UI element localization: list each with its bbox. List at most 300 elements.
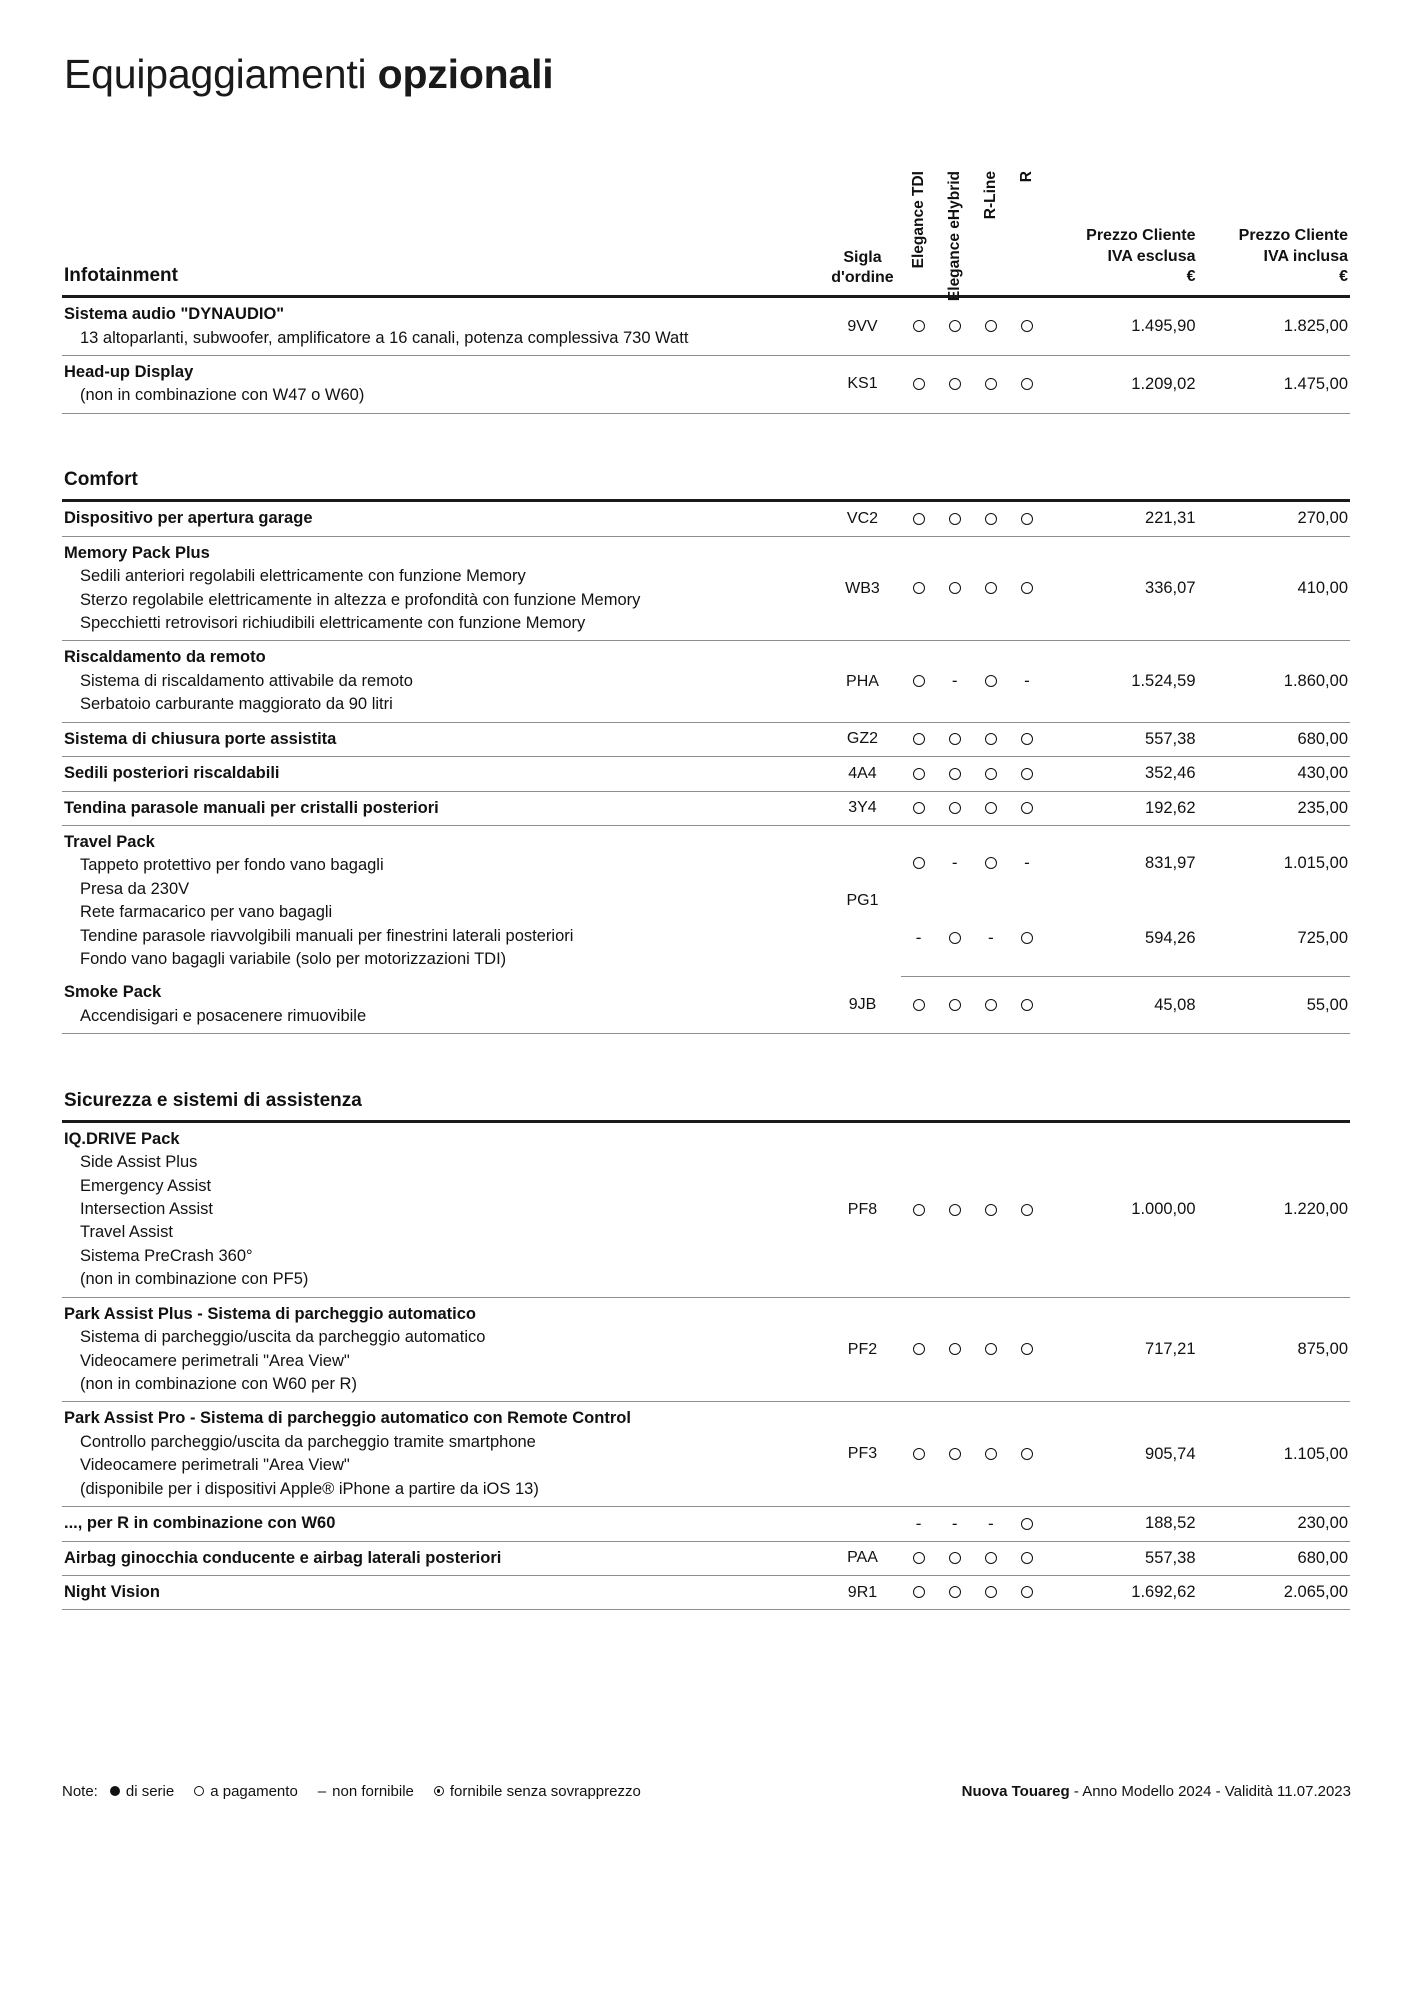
row-detail: Videocamere perimetrali "Area View" xyxy=(80,1351,350,1370)
section-header-row xyxy=(62,439,1350,501)
row-detail: (disponibile per i dispositivi Apple® iPhone a partire da iOS 13) xyxy=(80,1479,539,1498)
table-row xyxy=(62,722,1350,756)
page-title xyxy=(64,52,1351,97)
table-row xyxy=(62,791,1350,825)
header-variant-0 xyxy=(901,171,937,297)
row-title: Riscaldamento da remoto xyxy=(64,648,266,667)
row-price-excl: 717,21 xyxy=(1045,1297,1197,1402)
row-price-excl: 336,07 xyxy=(1045,536,1197,641)
table-row xyxy=(62,641,1350,722)
document-info xyxy=(962,1783,1351,1800)
row-detail: 13 altoparlanti, subwoofer, amplificatore a 16 canali, potenza complessiva 730 Watt xyxy=(80,328,689,347)
mark-cell-3 xyxy=(1009,1402,1045,1507)
row-detail: Sistema PreCrash 360° xyxy=(80,1246,253,1265)
option-available-icon xyxy=(985,768,997,780)
row-title: Park Assist Plus - Sistema di parcheggio automatico xyxy=(64,1304,477,1323)
option-available-icon xyxy=(949,1343,961,1355)
header-variant-3 xyxy=(1009,171,1045,297)
mark-cell-3 xyxy=(1009,641,1045,722)
row-title: Memory Pack Plus xyxy=(64,543,210,562)
mark-cell-2 xyxy=(973,1121,1009,1297)
row-detail: Accendisigari e posacenere rimuovibile xyxy=(80,1006,367,1025)
row-description xyxy=(62,1402,824,1507)
header-variant-rotated-wrap xyxy=(1009,171,1045,289)
legend-item-label: a pagamento xyxy=(210,1782,298,1800)
option-available-icon xyxy=(1021,802,1033,814)
option-available-icon xyxy=(1021,320,1033,332)
section-title: Sicurezza e sistemi di assistenza xyxy=(62,1060,1350,1122)
mark-cell-1 xyxy=(937,901,973,977)
option-available-icon xyxy=(949,1204,961,1216)
mark-cell-2 xyxy=(973,297,1009,356)
option-available-icon xyxy=(1021,1552,1033,1564)
option-available-icon xyxy=(1021,1204,1033,1216)
option-available-icon xyxy=(1021,932,1033,944)
row-title: ..., per R in combinazione con W60 xyxy=(64,1514,336,1533)
legend-item xyxy=(110,1783,174,1800)
option-unavailable-icon: - xyxy=(951,1513,958,1533)
option-available-icon xyxy=(949,932,961,944)
row-title: Sedili posteriori riscaldabili xyxy=(64,764,280,783)
mark-cell-1 xyxy=(937,297,973,356)
option-available-icon xyxy=(985,733,997,745)
row-title: Park Assist Pro - Sistema di parcheggio automatico con Remote Control xyxy=(64,1409,631,1428)
row-price-incl: 1.220,00 xyxy=(1198,1121,1351,1297)
row-detail: Tendine parasole riavvolgibili manuali per finestrini laterali posteriori xyxy=(80,926,574,945)
row-price-excl: 1.524,59 xyxy=(1045,641,1197,722)
row-price-incl-alt: 725,00 xyxy=(1198,901,1351,977)
option-unavailable-icon: - xyxy=(915,1513,922,1533)
header-variant-label: R-Line xyxy=(982,171,1000,220)
row-title: IQ.DRIVE Pack xyxy=(64,1129,180,1148)
model-details: - Anno Modello 2024 - Validità 11.07.2023 xyxy=(1069,1783,1351,1800)
mark-cell-0 xyxy=(901,976,937,1033)
mark-cell-0 xyxy=(901,1507,937,1541)
row-description xyxy=(62,825,824,976)
option-available-icon xyxy=(949,802,961,814)
mark-cell-0 xyxy=(901,1541,937,1575)
row-description xyxy=(62,355,824,413)
option-available-icon xyxy=(985,378,997,390)
row-detail: Tappeto protettivo per fondo vano bagagli xyxy=(80,856,384,875)
row-title: Smoke Pack xyxy=(64,983,162,1002)
mark-cell-0 xyxy=(901,641,937,722)
mark-cell-2 xyxy=(973,757,1009,791)
mark-cell-2 xyxy=(973,1507,1009,1541)
row-detail: Sistema di riscaldamento attivabile da remoto xyxy=(80,671,413,690)
row-detail: Fondo vano bagagli variabile (solo per motorizzazioni TDI) xyxy=(80,950,507,969)
legend-ring-icon xyxy=(434,1786,444,1796)
header-price-incl: Prezzo Cliente IVA inclusa € xyxy=(1198,171,1351,297)
option-available-icon xyxy=(985,513,997,525)
legend-items xyxy=(110,1783,661,1801)
option-available-icon xyxy=(913,802,925,814)
row-price-excl: 352,46 xyxy=(1045,757,1197,791)
row-detail: Intersection Assist xyxy=(80,1200,213,1219)
mark-cell-1 xyxy=(937,757,973,791)
option-unavailable-icon: - xyxy=(915,928,922,948)
row-price-excl: 1.000,00 xyxy=(1045,1121,1197,1297)
mark-cell-1 xyxy=(937,1507,973,1541)
mark-cell-2 xyxy=(973,501,1009,536)
legend-item-label: di serie xyxy=(125,1782,175,1800)
row-title: Dispositivo per apertura garage xyxy=(64,509,313,528)
header-price-excl: Prezzo Cliente IVA esclusa € xyxy=(1045,171,1197,297)
legend-dot-icon xyxy=(110,1786,120,1796)
row-detail: Videocamere perimetrali "Area View" xyxy=(80,1456,350,1475)
mark-cell-2 xyxy=(973,722,1009,756)
legend-item-label: fornibile senza sovrapprezzo xyxy=(449,1782,641,1800)
options-table xyxy=(62,171,1350,1610)
table-row xyxy=(62,355,1350,413)
row-description xyxy=(62,501,824,536)
row-price-incl: 270,00 xyxy=(1198,501,1351,536)
legend-unavailable-icon: – xyxy=(317,1783,327,1800)
table-row xyxy=(62,976,1350,1033)
legend-item xyxy=(194,1783,298,1800)
row-detail: Serbatoio carburante maggiorato da 90 litri xyxy=(80,695,393,714)
mark-cell-2 xyxy=(973,355,1009,413)
option-unavailable-icon: - xyxy=(988,1513,994,1533)
mark-cell-0 xyxy=(901,791,937,825)
option-available-icon xyxy=(985,675,997,687)
row-order-code: 9JB xyxy=(824,976,900,1033)
header-variant-label: Elegance eHybrid xyxy=(946,171,963,302)
option-available-icon xyxy=(1021,582,1033,594)
table-row xyxy=(62,1297,1350,1402)
option-available-icon xyxy=(949,1586,961,1598)
option-available-icon xyxy=(1021,733,1033,745)
legend-label: Note: xyxy=(62,1783,98,1800)
row-order-code: PF2 xyxy=(824,1297,900,1402)
option-available-icon xyxy=(985,1204,997,1216)
header-variant-rotated-wrap xyxy=(973,171,1009,289)
row-title: Travel Pack xyxy=(64,832,155,851)
mark-cell-3 xyxy=(1009,722,1045,756)
table-row xyxy=(62,536,1350,641)
row-price-excl: 831,97 xyxy=(1145,853,1196,872)
options-table-body xyxy=(62,171,1350,1610)
option-available-icon xyxy=(913,378,925,390)
mark-cell-2 xyxy=(973,1402,1009,1507)
row-detail: Travel Assist xyxy=(80,1223,173,1242)
mark-cell-0 xyxy=(901,1121,937,1297)
option-available-icon xyxy=(985,999,997,1011)
mark-cell-1 xyxy=(937,1402,973,1507)
mark-cell-2 xyxy=(973,1541,1009,1575)
mark-cell-0 xyxy=(901,1297,937,1402)
row-order-code: PF8 xyxy=(824,1121,900,1297)
row-price-excl: 557,38 xyxy=(1045,722,1197,756)
option-available-icon xyxy=(985,1552,997,1564)
option-available-icon xyxy=(913,582,925,594)
option-available-icon xyxy=(1021,999,1033,1011)
row-price-incl: 1.015,00 xyxy=(1283,853,1348,872)
option-available-icon xyxy=(913,857,925,869)
row-title: Night Vision xyxy=(64,1582,160,1601)
row-order-code: 9R1 xyxy=(824,1575,900,1609)
row-description xyxy=(62,757,824,791)
row-price-excl: 557,38 xyxy=(1045,1541,1197,1575)
mark-cell-3 xyxy=(1009,825,1045,901)
header-variant-2 xyxy=(973,171,1009,297)
table-row xyxy=(62,1507,1350,1541)
row-detail: Side Assist Plus xyxy=(80,1153,198,1172)
mark-cell-0 xyxy=(901,536,937,641)
row-detail: Controllo parcheggio/uscita da parcheggio tramite smartphone xyxy=(80,1432,536,1451)
header-section-label: Infotainment xyxy=(62,171,824,297)
row-price-incl: 1.105,00 xyxy=(1198,1402,1351,1507)
mark-cell-0 xyxy=(901,501,937,536)
row-price-incl: 1.860,00 xyxy=(1198,641,1351,722)
option-available-icon xyxy=(949,768,961,780)
row-detail: Sterzo regolabile elettricamente in altezza e profondità con funzione Memory xyxy=(80,590,641,609)
row-price-incl: 2.065,00 xyxy=(1198,1575,1351,1609)
option-available-icon xyxy=(1021,768,1033,780)
row-title: Airbag ginocchia conducente e airbag laterali posteriori xyxy=(64,1548,502,1567)
mark-cell-3 xyxy=(1009,355,1045,413)
row-order-code: PHA xyxy=(824,641,900,722)
mark-cell-1 xyxy=(937,722,973,756)
option-available-icon xyxy=(1021,1586,1033,1598)
mark-cell-2 xyxy=(973,791,1009,825)
option-available-icon xyxy=(985,857,997,869)
option-available-icon xyxy=(913,675,925,687)
mark-cell-1 xyxy=(937,791,973,825)
mark-cell-3 xyxy=(1009,901,1045,977)
table-row xyxy=(62,1402,1350,1507)
row-price-incl: 680,00 xyxy=(1198,1541,1351,1575)
mark-cell-3 xyxy=(1009,976,1045,1033)
row-order-code: VC2 xyxy=(824,501,900,536)
row-price-excl: 192,62 xyxy=(1045,791,1197,825)
table-header-row xyxy=(62,171,1350,297)
legend-item-label: non fornibile xyxy=(332,1783,414,1800)
option-available-icon xyxy=(949,1448,961,1460)
row-order-code: 9VV xyxy=(824,297,900,356)
row-price-excl: 188,52 xyxy=(1045,1507,1197,1541)
row-price-incl: 1.825,00 xyxy=(1198,297,1351,356)
row-price-excl: 45,08 xyxy=(1045,976,1197,1033)
section-spacer xyxy=(62,413,1350,439)
mark-cell-2 xyxy=(973,536,1009,641)
mark-cell-3 xyxy=(1009,501,1045,536)
header-variant-1 xyxy=(937,171,973,302)
mark-cell-1 xyxy=(937,1575,973,1609)
mark-cell-0 xyxy=(901,355,937,413)
row-price-incl: 875,00 xyxy=(1198,1297,1351,1402)
row-description xyxy=(62,641,824,722)
option-available-icon xyxy=(949,378,961,390)
table-row xyxy=(62,1575,1350,1609)
row-detail: (non in combinazione con PF5) xyxy=(80,1270,309,1289)
row-detail: Presa da 230V xyxy=(80,879,190,898)
legend-circ-icon xyxy=(194,1786,204,1796)
row-price-excl: 221,31 xyxy=(1045,501,1197,536)
mark-cell-3 xyxy=(1009,1297,1045,1402)
option-available-icon xyxy=(949,733,961,745)
row-detail: (non in combinazione con W47 o W60) xyxy=(80,386,365,405)
row-order-code: PG1 xyxy=(846,892,879,910)
legend-item xyxy=(434,1783,641,1800)
option-available-icon xyxy=(913,768,925,780)
option-available-icon xyxy=(985,802,997,814)
legend-item xyxy=(318,1783,414,1800)
row-order-code: KS1 xyxy=(824,355,900,413)
row-description xyxy=(62,1541,824,1575)
option-available-icon xyxy=(913,1552,925,1564)
row-order-code: 3Y4 xyxy=(824,791,900,825)
mark-cell-2 xyxy=(973,1575,1009,1609)
mark-cell-0 xyxy=(901,757,937,791)
row-title: Sistema di chiusura porte assistita xyxy=(64,729,337,748)
row-price-excl-alt: 594,26 xyxy=(1045,901,1197,977)
option-available-icon xyxy=(1021,1343,1033,1355)
section-title: Comfort xyxy=(62,439,1350,501)
mark-cell-2 xyxy=(973,641,1009,722)
row-order-code xyxy=(824,1507,900,1541)
mark-cell-3 xyxy=(1009,1541,1045,1575)
option-available-icon xyxy=(913,1448,925,1460)
mark-cell-0 xyxy=(901,901,937,977)
section-header-row xyxy=(62,1060,1350,1122)
mark-cell-1 xyxy=(937,1121,973,1297)
option-unavailable-icon: - xyxy=(988,928,994,948)
option-available-icon xyxy=(1021,1518,1033,1530)
row-order-code: PF3 xyxy=(824,1402,900,1507)
row-price-incl: 235,00 xyxy=(1198,791,1351,825)
mark-cell-0 xyxy=(901,825,937,901)
row-detail: Sedili anteriori regolabili elettricamente con funzione Memory xyxy=(80,567,526,586)
row-detail: Sistema di parcheggio/uscita da parcheggio automatico xyxy=(80,1328,486,1347)
mark-cell-3 xyxy=(1009,1575,1045,1609)
option-available-icon xyxy=(985,1448,997,1460)
row-description xyxy=(62,536,824,641)
option-available-icon xyxy=(913,513,925,525)
header-variant-rotated-wrap xyxy=(937,171,973,302)
option-available-icon xyxy=(949,582,961,594)
row-detail: Rete farmacarico per vano bagagli xyxy=(80,903,333,922)
mark-cell-2 xyxy=(973,901,1009,977)
mark-cell-2 xyxy=(973,1297,1009,1402)
option-available-icon xyxy=(949,320,961,332)
option-unavailable-icon: - xyxy=(951,671,958,691)
page-footer xyxy=(62,1783,1351,1801)
mark-cell-3 xyxy=(1009,791,1045,825)
row-title: Sistema audio "DYNAUDIO" xyxy=(64,305,285,324)
option-unavailable-icon: - xyxy=(1024,853,1030,873)
row-price-incl: 55,00 xyxy=(1198,976,1351,1033)
row-detail: Emergency Assist xyxy=(80,1176,212,1195)
option-available-icon xyxy=(1021,513,1033,525)
mark-cell-1 xyxy=(937,1297,973,1402)
option-available-icon xyxy=(913,999,925,1011)
row-price-incl: 230,00 xyxy=(1198,1507,1351,1541)
row-title: Tendina parasole manuali per cristalli posteriori xyxy=(64,798,439,817)
row-price-excl: 1.692,62 xyxy=(1045,1575,1197,1609)
mark-cell-3 xyxy=(1009,1507,1045,1541)
option-available-icon xyxy=(913,1586,925,1598)
header-variant-label: Elegance TDI xyxy=(909,171,927,269)
row-order-code: GZ2 xyxy=(824,722,900,756)
table-row xyxy=(62,297,1350,356)
row-description xyxy=(62,1121,824,1297)
page-title-bold: opzionali xyxy=(377,51,554,97)
option-unavailable-icon: - xyxy=(1024,671,1030,691)
mark-cell-1 xyxy=(937,976,973,1033)
mark-cell-0 xyxy=(901,297,937,356)
header-order-code: Sigla d'ordine xyxy=(824,171,900,297)
mark-cell-0 xyxy=(901,1402,937,1507)
mark-cell-1 xyxy=(937,641,973,722)
mark-cell-3 xyxy=(1009,536,1045,641)
row-price-excl: 1.209,02 xyxy=(1045,355,1197,413)
mark-cell-1 xyxy=(937,536,973,641)
mark-cell-1 xyxy=(937,355,973,413)
row-price-excl: 1.495,90 xyxy=(1045,297,1197,356)
table-row xyxy=(62,757,1350,791)
option-available-icon xyxy=(1021,1448,1033,1460)
option-unavailable-icon: - xyxy=(951,853,958,873)
option-available-icon xyxy=(985,582,997,594)
row-price-excl: 905,74 xyxy=(1045,1402,1197,1507)
option-available-icon xyxy=(985,1343,997,1355)
model-name: Nuova Touareg xyxy=(961,1783,1070,1800)
header-variant-label: R xyxy=(1018,171,1036,183)
option-available-icon xyxy=(949,999,961,1011)
row-description xyxy=(62,976,824,1033)
row-price-incl: 410,00 xyxy=(1198,536,1351,641)
row-title: Head-up Display xyxy=(64,362,194,381)
row-detail: (non in combinazione con W60 per R) xyxy=(80,1375,357,1394)
row-description xyxy=(62,722,824,756)
mark-cell-0 xyxy=(901,722,937,756)
mark-cell-2 xyxy=(973,825,1009,901)
row-description xyxy=(62,297,824,356)
header-variant-rotated-wrap xyxy=(901,171,937,289)
option-available-icon xyxy=(913,733,925,745)
option-available-icon xyxy=(949,513,961,525)
mark-cell-3 xyxy=(1009,297,1045,356)
option-available-icon xyxy=(913,1204,925,1216)
row-description xyxy=(62,1575,824,1609)
mark-cell-3 xyxy=(1009,1121,1045,1297)
mark-cell-1 xyxy=(937,825,973,901)
row-description xyxy=(62,791,824,825)
row-order-code: 4A4 xyxy=(824,757,900,791)
row-description xyxy=(62,1297,824,1402)
row-detail: Specchietti retrovisori richiudibili elettricamente con funzione Memory xyxy=(80,613,586,632)
option-available-icon xyxy=(985,320,997,332)
mark-cell-1 xyxy=(937,1541,973,1575)
option-available-icon xyxy=(1021,378,1033,390)
option-available-icon xyxy=(985,1586,997,1598)
table-row xyxy=(62,1541,1350,1575)
row-price-incl: 1.475,00 xyxy=(1198,355,1351,413)
mark-cell-0 xyxy=(901,1575,937,1609)
table-row xyxy=(62,825,1350,901)
option-available-icon xyxy=(913,320,925,332)
row-price-incl: 680,00 xyxy=(1198,722,1351,756)
row-order-code: PAA xyxy=(824,1541,900,1575)
option-available-icon xyxy=(949,1552,961,1564)
row-price-incl: 430,00 xyxy=(1198,757,1351,791)
row-order-code: WB3 xyxy=(824,536,900,641)
table-row xyxy=(62,1121,1350,1297)
row-description xyxy=(62,1507,824,1541)
page-title-plain: Equipaggiamenti xyxy=(64,51,378,97)
mark-cell-1 xyxy=(937,501,973,536)
